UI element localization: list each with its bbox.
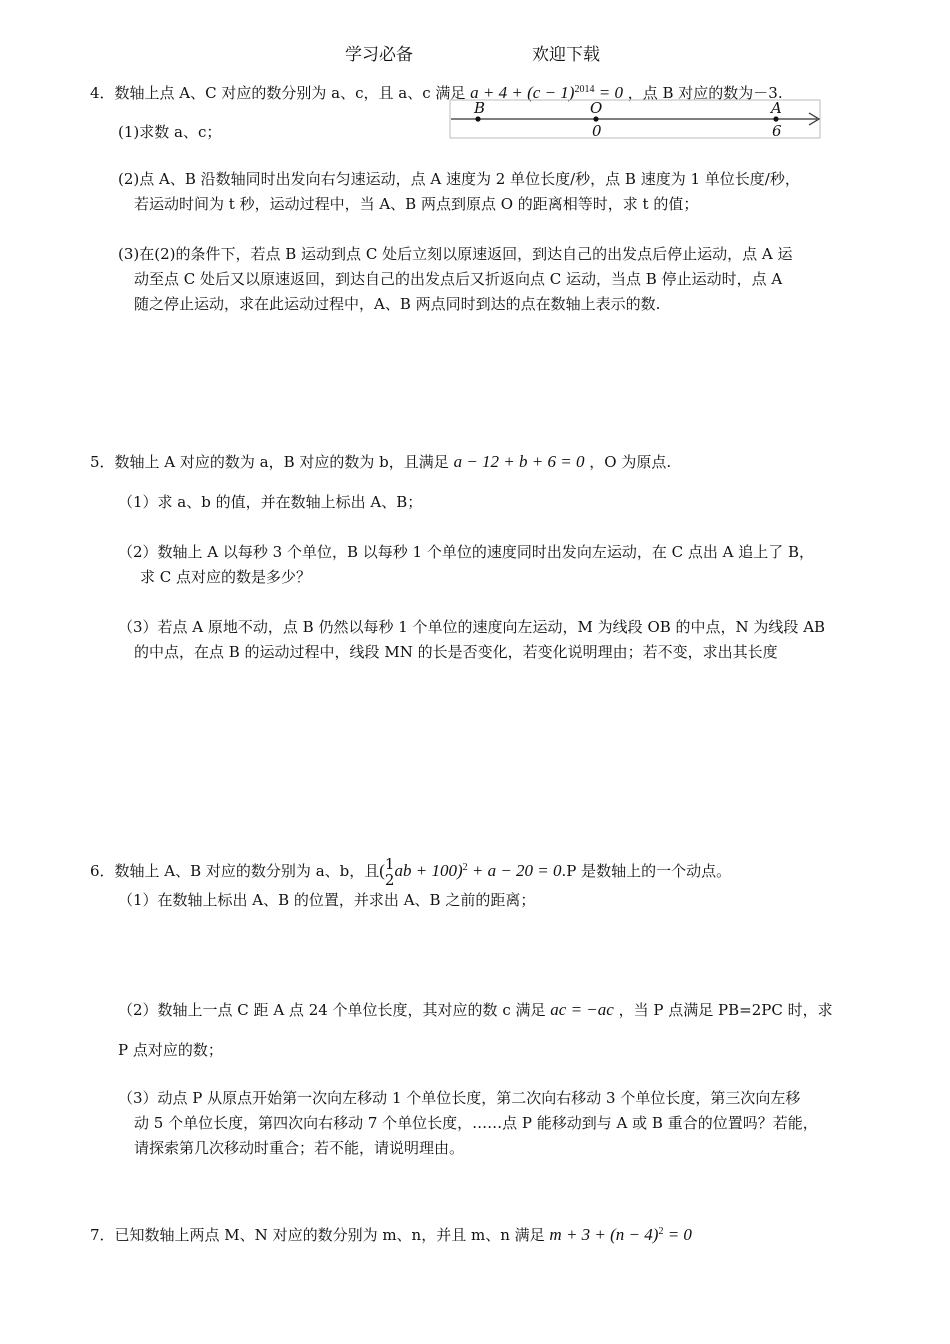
q4-part3-line2: 动至点 C 处后又以原速返回，到达自己的出发点后又折返向点 C 运动，当点 B 停止运动时，点 A — [134, 270, 783, 288]
q4-part1: (1)求数 a、c； — [118, 123, 222, 141]
q4-part2-line2: 若运动时间为 t 秒，运动过程中，当 A、B 两点到原点 O 的距离相等时，求 t 的值； — [134, 195, 699, 213]
q5-text-end: ，O 为原点. — [589, 453, 672, 471]
q6-part3-line3: 请探索第几次移动时重合；若不能，请说明理由。 — [134, 1139, 465, 1157]
q6-part2-line2: P 点对应的数； — [118, 1041, 223, 1059]
tick-a-label: 6 — [772, 122, 782, 140]
header-left: 学习必备 — [345, 45, 413, 65]
q6-part2-line1 — [118, 1000, 833, 1020]
q5-part2-line1: （2）数轴上 A 以每秒 3 个单位，B 以每秒 1 个单位的速度同时出发向左运动，在 C 点出 A 追上了 B， — [118, 543, 815, 561]
q6-part2-equation: ac = −ac — [550, 1000, 614, 1019]
q5-equation: a − 12 + b + 6 = 0 — [453, 452, 585, 471]
q6-part3-line1: （3）动点 P 从原点开始第一次向左移动 1 个单位长度，第二次向右移动 3 个单位长度，第三次向左移 — [118, 1089, 801, 1107]
q4-equation: $a + 4 + (c - 1)^{2014} = 0$ — [470, 83, 623, 102]
q4-part2-line1: (2)点 A、B 沿数轴同时出发向右匀速运动，点 A 速度为 2 单位长度/秒，点 B 速度为 1 单位长度/秒， — [118, 170, 800, 188]
q5-part3-line1: （3）若点 A 原地不动，点 B 仍然以每秒 1 个单位的速度向左运动，M 为线段 OB 的中点，N 为线段 AB — [118, 618, 826, 636]
q4-part3-line1: (3)在(2)的条件下，若点 B 运动到点 C 处后立刻以原速返回，到达自己的出发点后停止运动，点 A 运 — [118, 245, 793, 263]
q6-part1: （1）在数轴上标出 A、B 的位置，并求出 A、B 之前的距离； — [118, 891, 536, 909]
q4-part3-line3: 随之停止运动，求在此运动过程中，A、B 两点同时到达的点在数轴上表示的数. — [134, 295, 661, 313]
number-line-figure — [449, 98, 824, 140]
q5-text: 5．数轴上 A 对应的数为 a，B 对应的数为 b，且满足 — [90, 453, 449, 471]
q6-part2-text-end: ，当 P 点满足 PB=2PC 时，求 — [618, 1001, 833, 1019]
q7-text: 7．已知数轴上两点 M、N 对应的数分别为 m、n，并且 m、n 满足 — [90, 1226, 545, 1244]
tick-o-label: 0 — [592, 122, 602, 140]
point-o-dot — [593, 116, 598, 121]
q6-equation: ab + 100)$^2$ + a − 20 = 0 — [394, 861, 562, 880]
q6-paren: ( — [379, 861, 385, 880]
q6-fraction: 1 2 — [384, 855, 395, 889]
q7-equation: $m + 3 + (n - 4)^2 = 0$ — [549, 1225, 692, 1244]
point-b-label: B — [474, 99, 486, 117]
q5-stem — [90, 452, 671, 472]
point-a-label: A — [771, 99, 782, 117]
q6-part3-line2: 动 5 个单位长度，第四次向右移动 7 个单位长度，……点 P 能移动到与 A 或 B 重合的位置吗？若能， — [134, 1114, 818, 1132]
q4-text: 4．数轴上点 A、C 对应的数分别为 a、c，且 a、c 满足 — [90, 84, 466, 102]
point-o-label: O — [590, 99, 603, 117]
q7-stem — [90, 1222, 692, 1245]
q5-part2-line2: 求 C 点对应的数是多少？ — [140, 568, 312, 586]
q5-part1: （1）求 a、b 的值，并在数轴上标出 A、B； — [118, 493, 423, 511]
q6-text-end: .P 是数轴上的一个动点。 — [561, 862, 732, 880]
q6-text: 6．数轴上 A、B 对应的数分别为 a、b，且 — [90, 862, 380, 880]
header-right: 欢迎下载 — [532, 45, 600, 65]
q5-part3-line2: 的中点，在点 B 的运动过程中，线段 MN 的长是否变化，若变化说明理由；若不变，求出其长度 — [134, 643, 778, 661]
point-b-dot — [475, 116, 480, 121]
q4-text-end: ，点 B 对应的数为－3. — [627, 84, 783, 102]
point-a-dot — [773, 116, 778, 121]
q6-stem — [90, 850, 731, 889]
q6-part2-text: （2）数轴上一点 C 距 A 点 24 个单位长度，其对应的数 c 满足 — [118, 1001, 546, 1019]
